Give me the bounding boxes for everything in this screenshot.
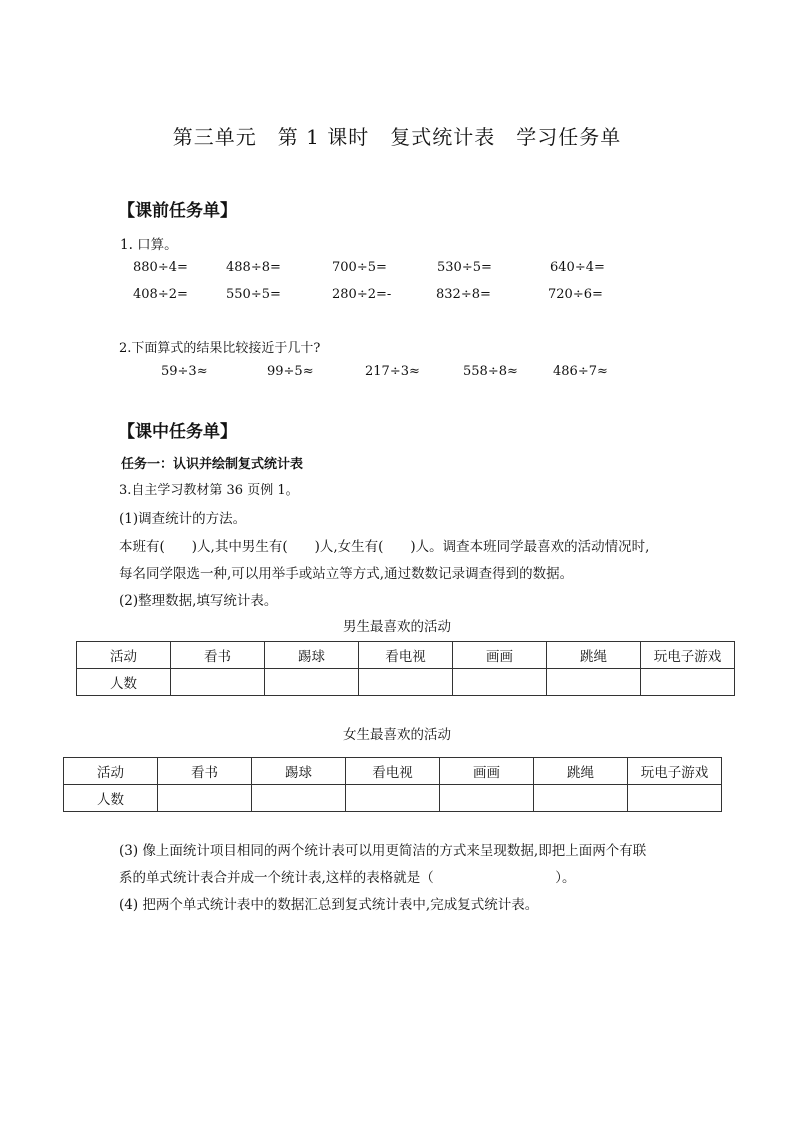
- blank-cell[interactable]: [628, 785, 722, 812]
- part-1-line-2: 每名同学限选一种,可以用举手或站立等方式,通过数数记录调查得到的数据。: [119, 566, 574, 582]
- blank-cell[interactable]: [641, 669, 735, 696]
- question-2-label: 2.下面算式的结果比较接近于几十?: [119, 341, 321, 356]
- blank-cell[interactable]: [547, 669, 641, 696]
- header-cell: 看电视: [346, 758, 440, 785]
- part-3-line-2: 系的单式统计表合并成一个统计表,这样的表格就是（ ）。: [119, 870, 576, 886]
- part-1-heading: (1)调查统计的方法。: [119, 511, 247, 527]
- header-cell: 玩电子游戏: [641, 642, 735, 669]
- header-cell: 踢球: [252, 758, 346, 785]
- estimate-item: 486÷7≈: [553, 364, 608, 379]
- calc-item: 700÷5=: [332, 260, 387, 275]
- header-cell: 活动: [77, 642, 171, 669]
- part-1-line-1: 本班有( )人,其中男生有( )人,女生有( )人。调查本班同学最喜欢的活动情况时,: [119, 539, 650, 555]
- blank-cell[interactable]: [171, 669, 265, 696]
- header-cell: 玩电子游戏: [628, 758, 722, 785]
- table-header-row: [64, 758, 722, 785]
- blank-cell[interactable]: [252, 785, 346, 812]
- calc-item: 640÷4=: [550, 260, 605, 275]
- task-1-heading: 任务一：认识并绘制复式统计表: [121, 457, 304, 472]
- row-label-cell: 人数: [77, 669, 171, 696]
- row-label-cell: 人数: [64, 785, 158, 812]
- boys-table-caption: 男生最喜欢的活动: [343, 619, 451, 635]
- calc-item: 280÷2=-: [332, 287, 392, 302]
- header-cell: 画画: [453, 642, 547, 669]
- estimate-item: 558÷8≈: [463, 364, 518, 379]
- header-cell: 跳绳: [534, 758, 628, 785]
- blank-cell[interactable]: [453, 669, 547, 696]
- header-cell: 看书: [171, 642, 265, 669]
- calc-item: 880÷4=: [133, 260, 188, 275]
- blank-cell[interactable]: [359, 669, 453, 696]
- header-cell: 画画: [440, 758, 534, 785]
- table-header-row: [77, 642, 735, 669]
- question-1-label: 1. 口算。: [120, 237, 178, 253]
- calc-item: 488÷8=: [226, 260, 281, 275]
- header-cell: 看书: [158, 758, 252, 785]
- header-cell: 看电视: [359, 642, 453, 669]
- part-3-line-1: (3) 像上面统计项目相同的两个统计表可以用更简洁的方式来呈现数据,即把上面两个有联: [119, 843, 647, 859]
- estimate-item: 59÷3≈: [161, 364, 208, 379]
- page-title: 第三单元 第 1 课时 复式统计表 学习任务单: [172, 125, 622, 149]
- blank-cell[interactable]: [534, 785, 628, 812]
- calc-item: 832÷8=: [436, 287, 491, 302]
- part-2-heading: (2)整理数据,填写统计表。: [119, 593, 278, 609]
- table-row: [64, 785, 722, 812]
- girls-table-caption: 女生最喜欢的活动: [343, 727, 451, 743]
- estimate-item: 99÷5≈: [267, 364, 314, 379]
- calc-item: 408÷2=: [133, 287, 188, 302]
- blank-cell[interactable]: [265, 669, 359, 696]
- table-row: [77, 669, 735, 696]
- header-cell: 跳绳: [547, 642, 641, 669]
- blank-cell[interactable]: [346, 785, 440, 812]
- header-cell: 踢球: [265, 642, 359, 669]
- blank-cell[interactable]: [440, 785, 534, 812]
- in-class-section-heading: 【课中任务单】: [118, 422, 237, 442]
- blank-cell[interactable]: [158, 785, 252, 812]
- calc-item: 550÷5=: [226, 287, 281, 302]
- boys-activity-table: [76, 641, 735, 696]
- calc-item: 720÷6=: [548, 287, 603, 302]
- calc-item: 530÷5=: [437, 260, 492, 275]
- girls-activity-table: [63, 757, 722, 812]
- estimate-item: 217÷3≈: [365, 364, 420, 379]
- header-cell: 活动: [64, 758, 158, 785]
- pre-class-section-heading: 【课前任务单】: [118, 201, 237, 221]
- part-4-line: (4) 把两个单式统计表中的数据汇总到复式统计表中,完成复式统计表。: [119, 897, 539, 913]
- question-3-label: 3.自主学习教材第 36 页例 1。: [119, 483, 299, 498]
